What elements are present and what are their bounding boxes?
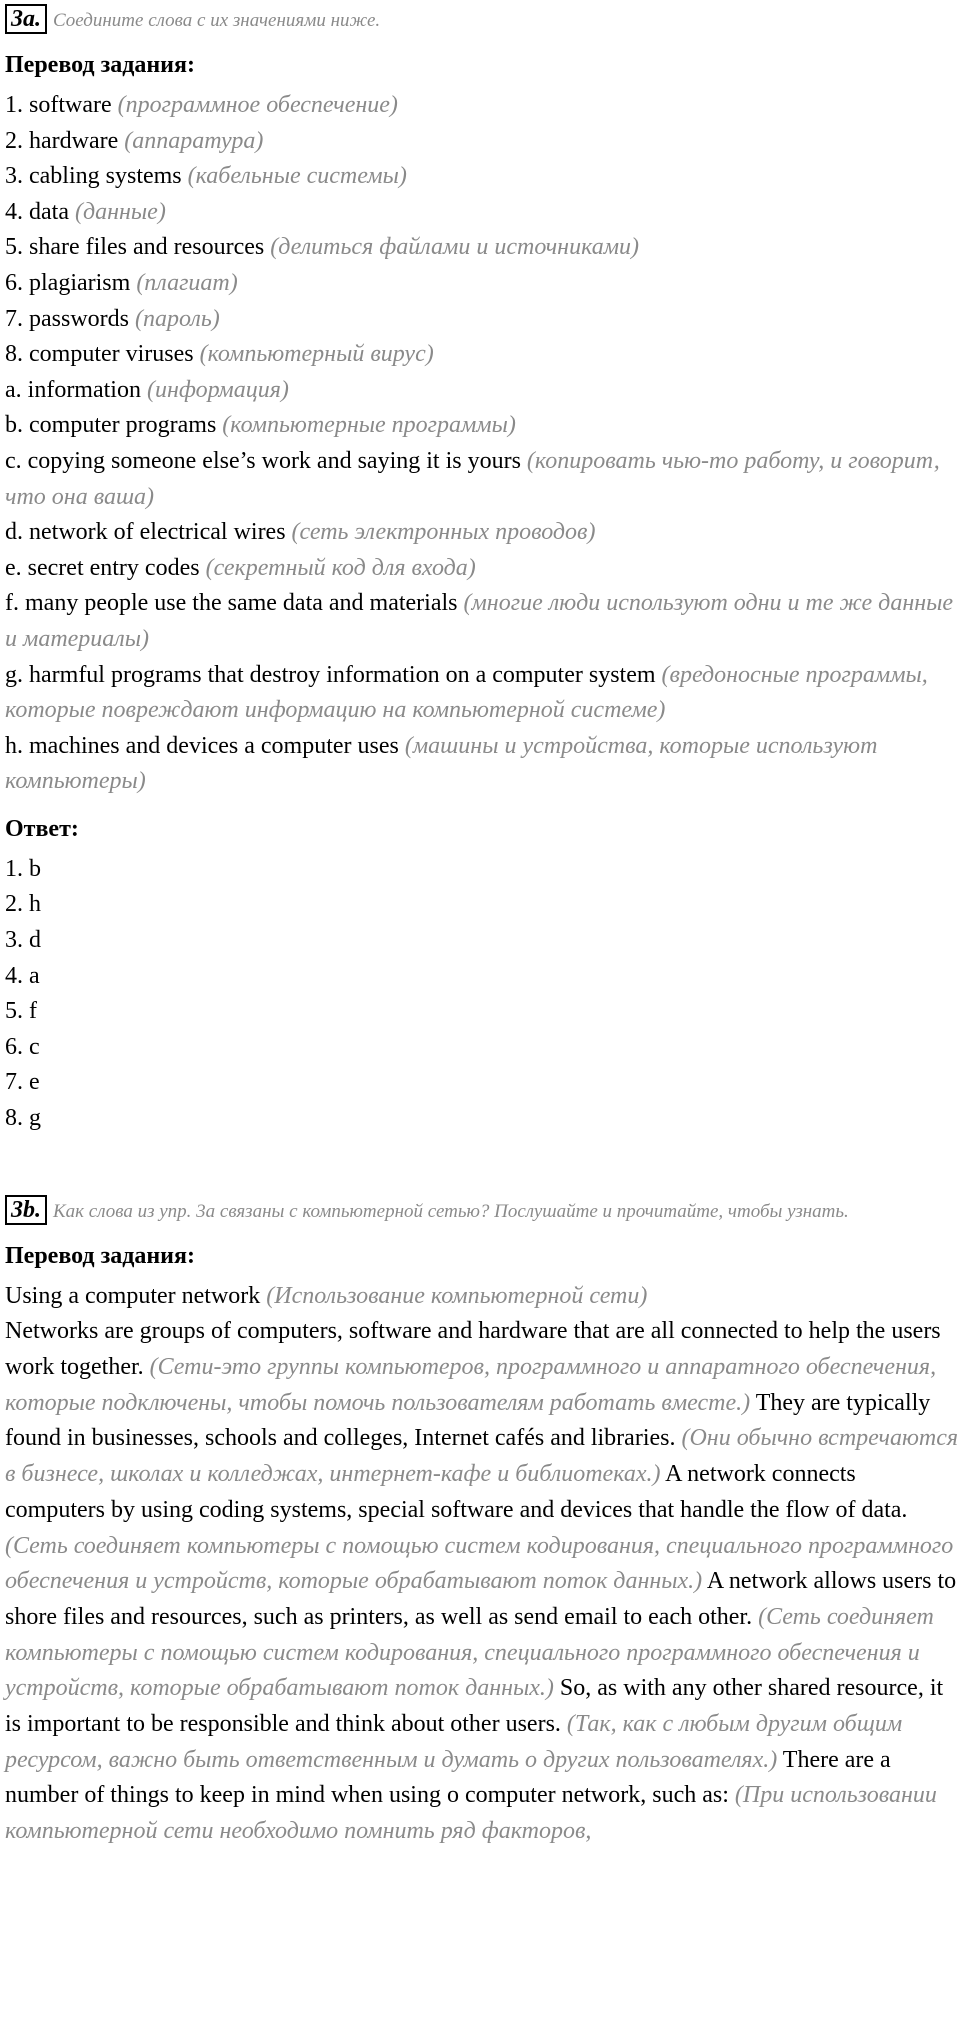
- text-segment-translation: (Сеть соединяет компьютеры с помощью систем кодирования, специального программного обеспечения и устройств, которые обрабатывают поток данных.): [5, 1603, 934, 1702]
- section-gap: [5, 1137, 960, 1191]
- task-3a-badge: 3a.: [5, 4, 47, 34]
- list-item: a. information (информация): [5, 376, 289, 403]
- list-item: b. computer programs (компьютерные программы): [5, 412, 516, 439]
- task-3a-answers: [5, 852, 960, 1137]
- text-heading: Using a computer network: [5, 1282, 261, 1309]
- answer-item: 5. f: [5, 998, 37, 1025]
- list-item: c. copying someone else’s work and saying it is yours (копировать чью-то работу, и говорит, что она ваша): [5, 447, 940, 510]
- answer-item: 7. e: [5, 1069, 40, 1096]
- text-segment: A network connects computers by using coding systems, special software and devices that handle the flow of data.: [5, 1461, 908, 1523]
- task-3b-text: [5, 1279, 960, 1850]
- task-3a-instruction: Соедините слова с их значениями ниже.: [53, 10, 381, 31]
- task-3b-header: [5, 1191, 960, 1227]
- list-item: 5. share files and resources (делиться файлами и источниками): [5, 234, 640, 261]
- task-3b-instruction: Как слова из упр. 3а связаны с компьютерной сетью? Послушайте и прочитайте, чтобы узнать.: [53, 1200, 849, 1222]
- text-segment-translation: (Сети-это группы компьютеров, программного и аппаратного обеспечения, которые подключены, чтобы помочь пользователям работать вместе.): [5, 1354, 937, 1416]
- list-item: e. secret entry codes (секретный код для входа): [5, 554, 476, 581]
- list-item: g. harmful programs that destroy information on a computer system (вредоносные программы, которые повреждают информацию на компьютерной системе): [5, 661, 928, 724]
- task-3a-answer-title: Ответ:: [5, 815, 79, 842]
- text-segment-translation: (Так, как с любым другим общим ресурсом, важно быть ответственным и думать о других пользователях.): [5, 1711, 903, 1773]
- text-segment-translation: (При использовании компьютерной сети необходимо помнить ряд факторов,: [5, 1782, 937, 1845]
- answer-item: 6. c: [5, 1033, 40, 1060]
- task-3b-badge: 3b.: [5, 1195, 47, 1225]
- list-item: 3. cabling systems (кабельные системы): [5, 163, 407, 190]
- text-segment: They are typically found in businesses, schools and colleges, Internet cafés and libraries.: [5, 1389, 931, 1452]
- task-3a-header: [5, 0, 960, 36]
- list-item: 2. hardware (аппаратура): [5, 127, 264, 154]
- answer-item: 4. a: [5, 962, 40, 989]
- list-item: 7. passwords (пароль): [5, 305, 220, 332]
- text-segment-translation: (Они обычно встречаются в бизнесе, школах и колледжах, интернет-кафе и библиотеках.): [5, 1425, 959, 1488]
- task-3a-translation-title: Перевод задания:: [5, 52, 195, 78]
- answer-item: 8. g: [5, 1105, 41, 1132]
- list-item: 8. computer viruses (компьютерный вирус): [5, 341, 434, 368]
- text-segment: So, as with any other shared resource, it is important to be responsible and think about other users.: [5, 1675, 944, 1738]
- list-item: h. machines and devices a computer uses (машины и устройства, которые используют компьютеры): [5, 732, 878, 795]
- list-item: f. many people use the same data and materials (многие люди используют одни и те же данные и материалы): [5, 590, 954, 652]
- answer-item: 1. b: [5, 855, 41, 882]
- answer-item: 3. d: [5, 927, 41, 954]
- list-item: d. network of electrical wires (сеть электронных проводов): [5, 519, 596, 546]
- text-segment: A network allows users to shore files and resources, such as printers, as well as send email to each other.: [5, 1568, 957, 1630]
- task-3a-items: [5, 88, 960, 800]
- list-item: 4. data (данные): [5, 198, 166, 225]
- text-segment-translation: (Сеть соединяет компьютеры с помощью систем кодирования, специального программного обеспечения и устройств, которые обрабатывают поток данных.): [5, 1532, 954, 1595]
- task-3b-translation-title: Перевод задания:: [5, 1242, 195, 1269]
- text-heading-translation: (Использование компьютерной сети): [266, 1282, 648, 1309]
- answer-item: 2. h: [5, 891, 41, 918]
- list-item: 6. plagiarism (плагиат): [5, 269, 238, 296]
- text-segment: There are a number of things to keep in mind when using o computer network, such as:: [5, 1746, 891, 1809]
- text-segment: Networks are groups of computers, software and hardware that are all connected to help the users work together.: [5, 1318, 941, 1381]
- list-item: 1. software (программное обеспечение): [5, 92, 398, 118]
